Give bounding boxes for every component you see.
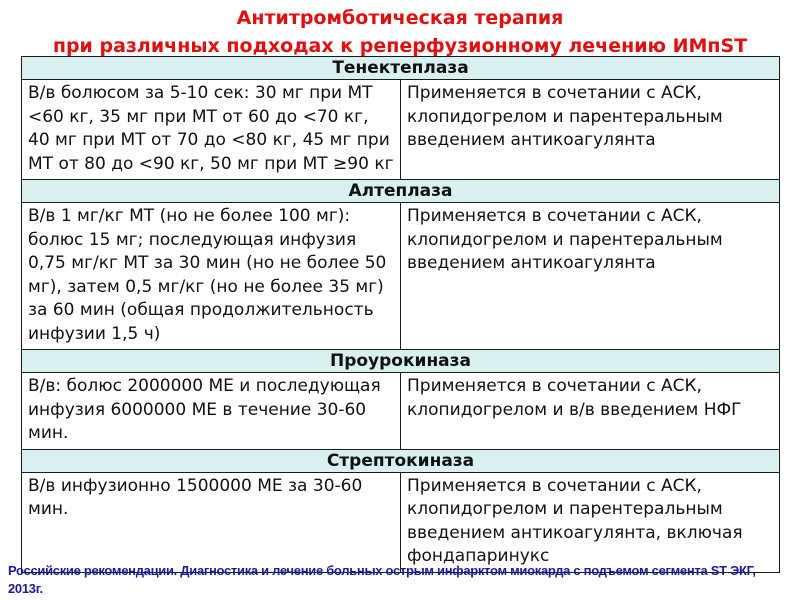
table-row [22,472,780,572]
slide-title-line-2: при различных подходах к реперфузионному лечению ИМпST [52,35,748,57]
note-cell-tenecteplase: Применяется в сочетании с АСК, клопидогрелом и парентеральным введением антикоагулянта [401,80,780,180]
dose-cell-streptokinase: В/в инфузионно 1500000 МЕ за 30-60 мин. [22,472,401,572]
section-header-tenecteplase: Тенектеплаза [22,57,780,80]
table-row [22,203,780,350]
section-header-row [22,180,780,203]
slide-title-line-1: Антитромботическая терапия [236,7,564,29]
table-row [22,373,780,450]
note-cell-alteplase: Применяется в сочетании с АСК, клопидогрелом и парентеральным введением антикоагулянта [401,203,780,350]
section-header-row [22,449,780,472]
section-header-streptokinase: Стрептокиназа [22,449,780,472]
thrombolytics-table [21,56,780,573]
note-cell-prourokinase: Применяется в сочетании с АСК, клопидогрелом и в/в введением НФГ [401,373,780,450]
section-header-alteplase: Алтеплаза [22,180,780,203]
dose-cell-tenecteplase: В/в болюсом за 5-10 сек: 30 мг при МТ <60 кг, 35 мг при МТ от 60 до <70 кг, 40 мг при МТ от 70 до <80 кг, 45 мг при МТ от 80 до <90 кг, 50 мг при МТ ≥90 кг [22,80,401,180]
note-cell-streptokinase: Применяется в сочетании с АСК, клопидогрелом и парентеральным введением антикоагулянта, включая фондапаринукс [401,472,780,572]
section-header-row [22,57,780,80]
dose-cell-alteplase: В/в 1 мг/кг МТ (но не более 100 мг): болюс 15 мг; последующая инфузия 0,75 мг/кг МТ за 30 мин (но не более 50 мг), затем 0,5 мг/кг (но не более 35 мг) за 60 мин (общая продолжительность инфузии 1,5 ч) [22,203,401,350]
section-header-prourokinase: Проурокиназа [22,350,780,373]
dose-cell-prourokinase: В/в: болюс 2000000 МЕ и последующая инфузия 6000000 МЕ в течение 30-60 мин. [22,373,401,450]
source-footnote: Российские рекомендации. Диагностика и лечение больных острым инфарктом миокарда с подъемом сегмента ST ЭКГ, 2013г. [8,563,756,596]
table-row [22,80,780,180]
section-header-row [22,350,780,373]
